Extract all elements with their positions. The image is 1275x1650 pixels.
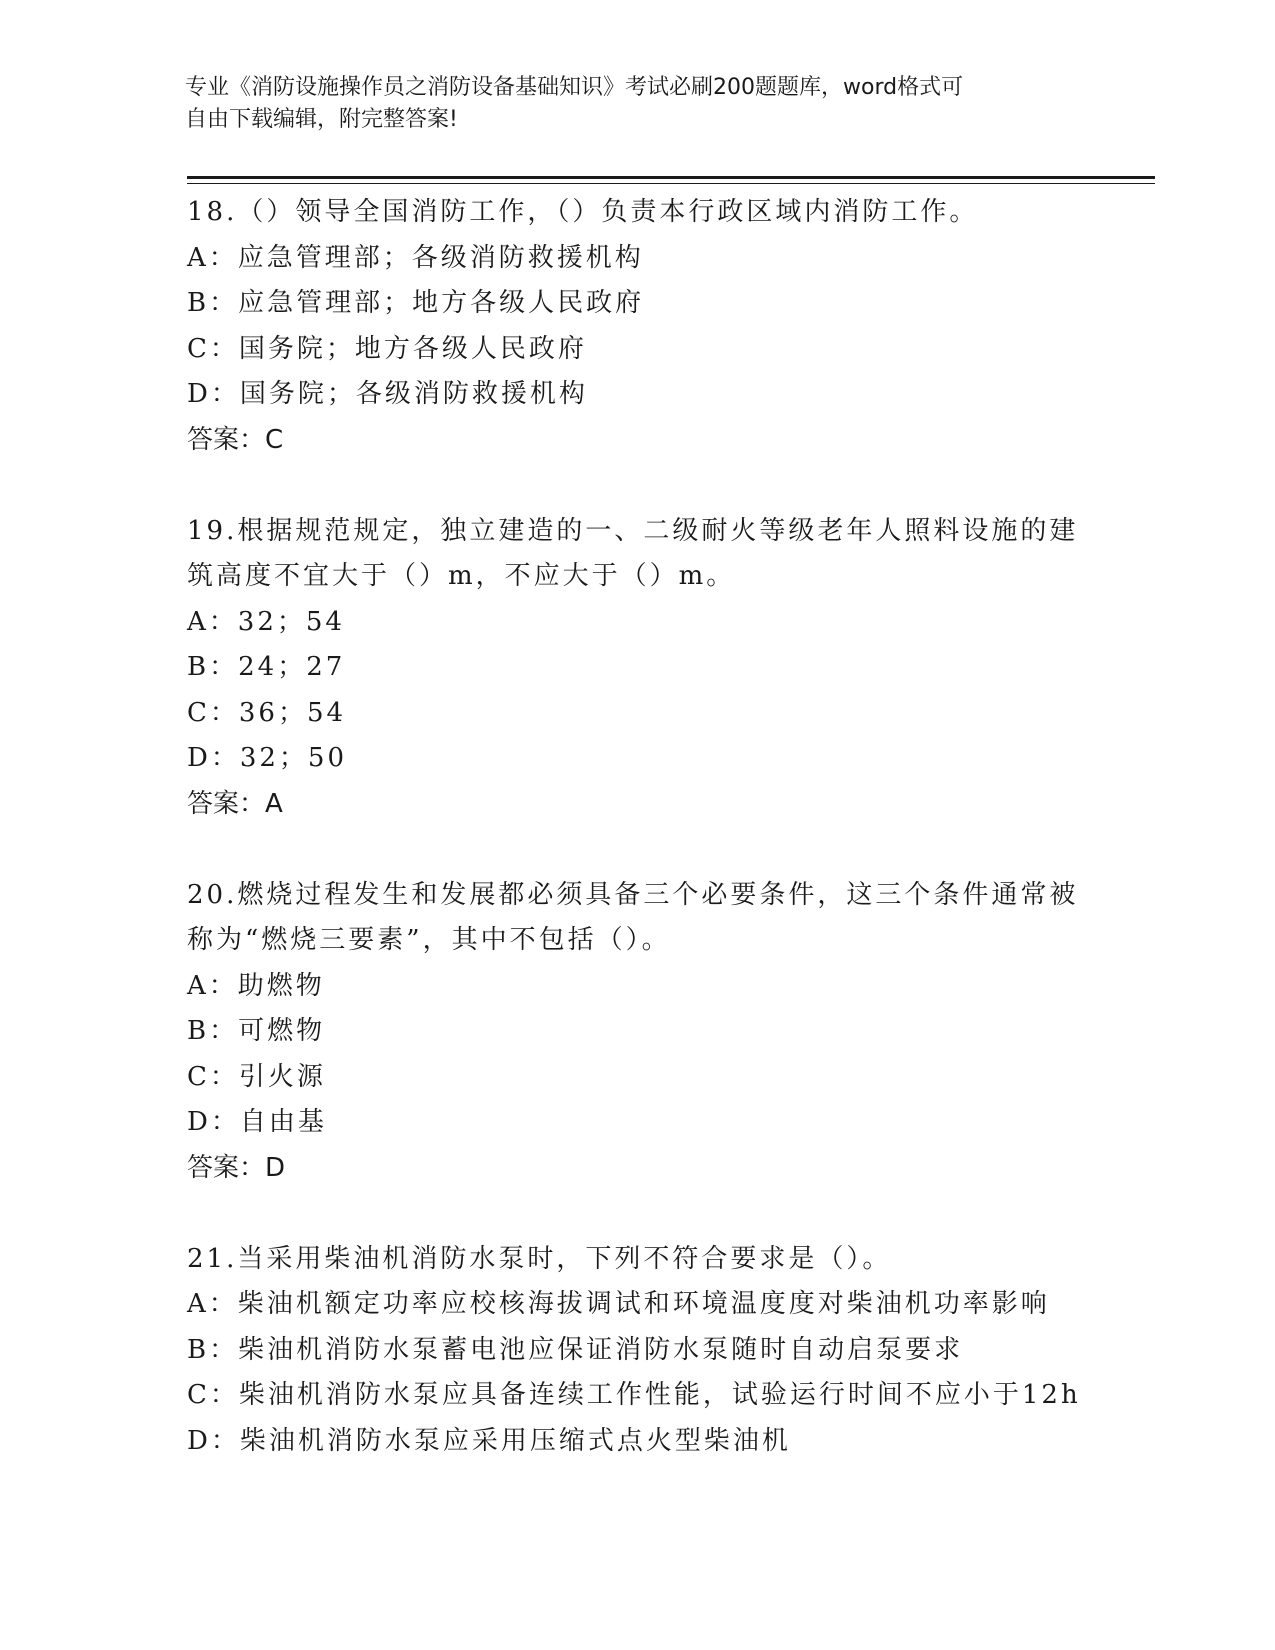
question-answer: 答案：D: [187, 1152, 286, 1183]
question-option: D：国务院；各级消防救援机构: [187, 379, 588, 409]
question-option: A：32；54: [187, 606, 345, 637]
question-stem: 称为“燃烧三要素”，其中不包括（）。: [187, 925, 671, 955]
question-option: D：32；50: [187, 743, 348, 773]
header-divider-thin: [187, 183, 1155, 184]
question-option: D：自由基: [187, 1107, 327, 1137]
question-option: A：应急管理部；各级消防救援机构: [187, 242, 644, 273]
document-header: [185, 72, 1085, 136]
question-spacer: [187, 827, 1087, 873]
question-answer: 答案：A: [187, 788, 283, 819]
question-option: D：柴油机消防水泵应采用压缩式点火型柴油机: [187, 1425, 791, 1456]
question-option: A：柴油机额定功率应校核海拔调试和环境温度度对柴油机功率影响: [187, 1289, 1050, 1319]
question-option: B：24；27: [187, 652, 346, 682]
question-block: [187, 509, 1087, 828]
question-block: [187, 190, 1087, 463]
question-stem: 21.当采用柴油机消防水泵时，下列不符合要求是（）。: [187, 1243, 892, 1274]
question-spacer: [187, 463, 1087, 509]
question-option: C：引火源: [187, 1061, 326, 1092]
question-option: C：国务院；地方各级人民政府: [187, 333, 587, 364]
question-block: [187, 1237, 1087, 1465]
question-answer: 答案：C: [187, 424, 284, 455]
question-option: C：柴油机消防水泵应具备连续工作性能，试验运行时间不应小于12h: [187, 1380, 1081, 1410]
question-option: B：应急管理部；地方各级人民政府: [187, 288, 645, 318]
header-line-1: 专业《消防设施操作员之消防设备基础知识》考试必刷200题题库，word格式可: [185, 75, 964, 100]
header-line-2: 自由下载编辑，附完整答案!: [185, 107, 458, 132]
question-option: A：助燃物: [187, 970, 325, 1001]
question-option: B：可燃物: [187, 1016, 326, 1046]
question-block: [187, 873, 1087, 1192]
question-stem: 18.（）领导全国消防工作，（）负责本行政区域内消防工作。: [187, 197, 979, 227]
question-spacer: [187, 1191, 1087, 1237]
question-option: B：柴油机消防水泵蓄电池应保证消防水泵随时自动启泵要求: [187, 1334, 964, 1365]
question-list: [187, 190, 1087, 1464]
header-divider-thick: [187, 176, 1155, 179]
question-stem: 19.根据规范规定，独立建造的一、二级耐火等级老年人照料设施的建: [187, 515, 1079, 546]
question-stem: 20.燃烧过程发生和发展都必须具备三个必要条件，这三个条件通常被: [187, 879, 1079, 910]
question-option: C：36；54: [187, 697, 347, 728]
question-stem: 筑高度不宜大于（）m，不应大于（）m。: [187, 561, 736, 591]
